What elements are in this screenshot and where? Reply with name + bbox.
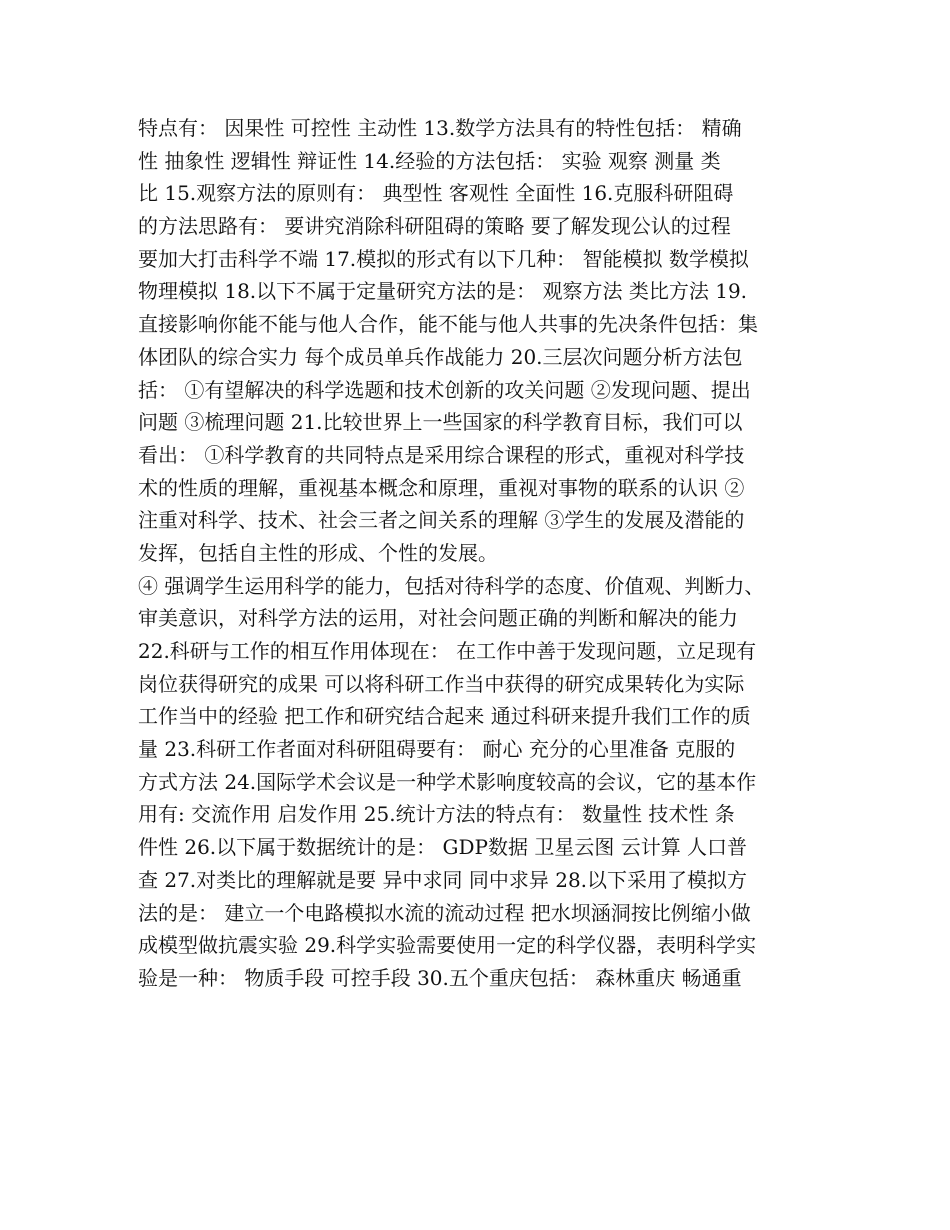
text-line: 岗位获得研究的成果 可以将科研工作当中获得的研究成果转化为实际 (138, 671, 745, 696)
text-line: 验是一种： 物质手段 可控手段 30.五个重庆包括： 森林重庆 畅通重 (138, 965, 742, 990)
text-line: 直接影响你能不能与他人合作，能不能与他人共事的先决条件包括：集 (138, 312, 758, 337)
text-line: 注重对科学、技术、社会三者之间关系的理解 ③学生的发展及潜能的 (138, 508, 745, 533)
text-line: 比 15.观察方法的原则有： 典型性 客观性 全面性 16.克服科研阻碍 (138, 181, 734, 206)
text-line: 看出： ①科学教育的共同特点是采用综合课程的形式，重视对科学技 (138, 442, 745, 467)
document-body (138, 112, 814, 995)
text-line: 特点有： 因果性 可控性 主动性 13.数学方法具有的特性包括： 精确 (138, 116, 742, 140)
text-line: 术的性质的理解，重视基本概念和原理，重视对事物的联系的认识 ② (138, 475, 745, 500)
text-line: 工作当中的经验 把工作和研究结合起来 通过科研来提升我们工作的质 (138, 704, 751, 729)
text-line: 发挥，包括自主性的形成、个性的发展。 (138, 540, 498, 565)
text-line: 22.科研与工作的相互作用体现在： 在工作中善于发现问题，立足现有 (138, 639, 757, 663)
text-line: 体团队的综合实力 每个成员单兵作战能力 20.三层次问题分析方法包 (138, 344, 743, 369)
text-line: 量 23.科研工作者面对科研阻碍要有： 耐心 充分的心里准备 克服的 (138, 737, 736, 762)
text-line: 性 抽象性 逻辑性 辩证性 14.经验的方法包括： 实验 观察 测量 类 (138, 148, 721, 173)
text-line: 物理模拟 18.以下不属于定量研究方法的是： 观察方法 类比方法 19. (138, 279, 748, 304)
text-line: 的方法思路有： 要讲究消除科研阻碍的策略 要了解发现公认的过程 (138, 214, 731, 239)
text-line: 成模型做抗震实验 29.科学实验需要使用一定的科学仪器，表明科学实 (138, 933, 757, 958)
text-line: 法的是： 建立一个电路模拟水流的流动过程 把水坝涵洞按比例缩小做 (138, 900, 751, 925)
text-line: 括： ①有望解决的科学选题和技术创新的攻关问题 ②发现问题、提出 (138, 377, 751, 402)
text-line: 要加大打击科学不端 17.模拟的形式有以下几种： 智能模拟 数学模拟 (138, 246, 749, 271)
text-line: 件性 26.以下属于数据统计的是： GDP数据 卫星云图 云计算 人口普 (138, 835, 748, 860)
text-line: 审美意识，对科学方法的运用，对社会问题正确的判断和解决的能力 (138, 606, 738, 631)
text-line: 查 27.对类比的理解就是要 异中求同 同中求异 28.以下采用了模拟方 (138, 867, 748, 892)
text-line: 方式方法 24.国际学术会议是一种学术影响度较高的会议，它的基本作 (138, 769, 757, 794)
text-line: 用有: 交流作用 启发作用 25.统计方法的特点有： 数量性 技术性 条 (138, 802, 735, 827)
text-line: 问题 ③梳理问题 21.比较世界上一些国家的科学教育目标，我们可以 (138, 410, 743, 435)
text-line: ④ 强调学生运用科学的能力，包括对待科学的态度、价值观、判断力、 (138, 573, 765, 598)
